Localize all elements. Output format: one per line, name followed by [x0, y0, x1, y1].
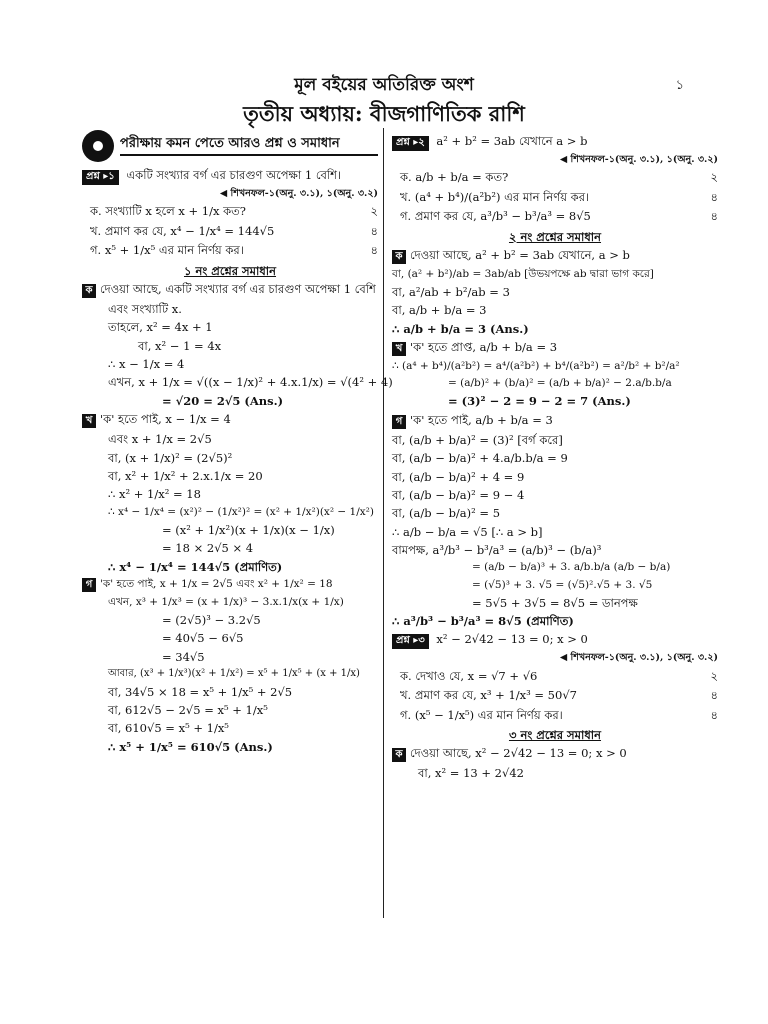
sub-question-text: গ. x⁵ + 1/x⁵ এর মান নির্ণয় কর।	[90, 243, 244, 258]
solution-line: ∴ (a⁴ + b⁴)/(a²b²) = a⁴/(a²b²) + b⁴/(a²b²) = a²/b² + b²/a²	[392, 360, 680, 373]
part-label-box: গ	[82, 578, 96, 592]
solution-line: আবার, (x³ + 1/x³)(x² + 1/x²) = x⁵ + 1/x⁵ + (x + 1/x)	[108, 668, 360, 680]
solution-line: এবং সংখ্যাটি x.	[108, 301, 182, 316]
part-label-box: খ	[392, 342, 406, 356]
learning-outcome-ref: ◀ শিখনফল-১(অনু. ৩.১), ১(অনু. ৩.২)	[219, 187, 378, 199]
solution-line: ∴ x² + 1/x² = 18	[108, 487, 201, 502]
sub-question-text: খ. প্রমাণ কর যে, x⁴ − 1/x⁴ = 144√5	[90, 223, 275, 238]
solution-answer: ∴ a/b + b/a = 3 (Ans.)	[392, 321, 529, 336]
chapter-title: তৃতীয় অধ্যায়: বীজগাণিতিক রাশি	[243, 101, 525, 126]
question-tag: প্রশ্ন ▸২	[392, 136, 429, 151]
part-label-box: ক	[82, 284, 96, 298]
sub-question	[90, 224, 378, 238]
sub-question-text: ক. a/b + b/a = কত?	[400, 170, 509, 185]
marks: ৪	[370, 243, 378, 258]
sub-question-text: ক. দেখাও যে, x = √7 + √6	[400, 668, 538, 683]
solution-line: বা, x² + 1/x² + 2.x.1/x = 20	[108, 468, 263, 483]
marks: ৪	[710, 209, 718, 224]
solution-line: বা, 612√5 − 2√5 = x⁵ + 1/x⁵	[108, 703, 268, 717]
solution-title: ১ নং প্রশ্নের সমাধান	[183, 263, 277, 278]
question-tag: প্রশ্ন ▸১	[82, 170, 119, 185]
solution-line: = (a/b − b/a)³ + 3. a/b.b/a (a/b − b/a)	[472, 561, 671, 574]
solution-line: ∴ x⁴ − 1/x⁴ = (x²)² − (1/x²)² = (x² + 1/x²)(x² − 1/x²)	[108, 505, 374, 518]
question-statement: x² − 2√42 − 13 = 0; x > 0	[436, 632, 588, 647]
solution-line: = (a/b)² + (b/a)² = (a/b + b/a)² − 2.a/b.b/a	[448, 377, 672, 390]
part-label-box: গ	[392, 415, 406, 429]
solution-line: গ 'ক' হতে পাই, a/b + b/a = 3	[392, 413, 718, 429]
solution-line: বা, (a² + b²)/ab = 3ab/ab [উভয়পক্ষে ab দ্বারা ভাগ করে]	[392, 267, 654, 280]
sub-question-text: খ. (a⁴ + b⁴)/(a²b²) এর মান নির্ণয় কর।	[400, 189, 590, 204]
marks: ৪	[710, 189, 718, 204]
solution-line: খ 'ক' হতে প্রাপ্ত, a/b + b/a = 3	[392, 340, 718, 356]
solution-line: = 34√5	[162, 649, 205, 664]
solution-line: = 18 × 2√5 × 4	[162, 541, 254, 556]
solution-line: = (√5)³ + 3. √5 = (√5)².√5 + 3. √5	[472, 578, 653, 591]
part-label-box: খ	[82, 414, 96, 428]
sub-question	[90, 243, 378, 257]
banner-title: পরীক্ষায় কমন পেতে আরও প্রশ্ন ও সমাধান	[120, 136, 378, 156]
solution-line: গ 'ক' হতে পাই, x + 1/x = 2√5 এবং x² + 1/x² = 18	[82, 578, 378, 592]
sub-question-text: খ. প্রমাণ কর যে, x³ + 1/x³ = 50√7	[400, 688, 577, 703]
sub-question	[400, 209, 718, 223]
marks: ৪	[710, 707, 718, 722]
solution-line: বা, (a/b − b/a)² + 4 = 9	[392, 469, 525, 484]
page-number: ১	[675, 78, 684, 93]
solution-line: = 5√5 + 3√5 = 8√5 = ডানপক্ষ	[472, 595, 638, 610]
solution-line: = 40√5 − 6√5	[162, 631, 244, 646]
solution-answer: = (3)² − 2 = 9 − 2 = 7 (Ans.)	[448, 394, 631, 409]
solution-line: বা, (a/b + b/a)² = (3)² [বর্গ করে]	[392, 432, 563, 447]
solution-line: বা, (a/b − b/a)² = 5	[392, 506, 501, 521]
sub-question-text: গ. প্রমাণ কর যে, a³/b³ − b³/a³ = 8√5	[400, 209, 591, 224]
right-column	[392, 130, 718, 785]
solution-answer: ∴ a³/b³ − b³/a³ = 8√5 (প্রমাণিত)	[392, 614, 574, 628]
learning-outcome-ref: ◀ শিখনফল-১(অনু. ৩.১), ১(অনু. ৩.২)	[559, 153, 718, 165]
sub-question	[90, 204, 378, 218]
solution-line: বা, a/b + b/a = 3	[392, 303, 487, 318]
learning-outcome-ref: ◀ শিখনফল-১(অনু. ৩.১), ১(অনু. ৩.২)	[559, 651, 718, 663]
part-label-box: ক	[392, 748, 406, 762]
solution-line: ∴ a/b − b/a = √5 [∴ a > b]	[392, 524, 543, 539]
solution-line: তাহলে, x² = 4x + 1	[108, 320, 213, 335]
solution-line: বা, x² − 1 = 4x	[138, 338, 222, 353]
solution-line: ক দেওয়া আছে, একটি সংখ্যার বর্গ এর চারগুণ অপেক্ষা 1 বেশি	[82, 282, 378, 298]
question-statement: একটি সংখ্যার বর্গ এর চারগুণ অপেক্ষা 1 বেশি।	[126, 168, 342, 182]
sub-question	[400, 688, 718, 702]
marks: ২	[710, 170, 718, 185]
question-statement: a² + b² = 3ab যেখানে a > b	[436, 134, 588, 148]
section-banner	[82, 130, 378, 162]
question-3	[392, 632, 718, 649]
question-tag: প্রশ্ন ▸৩	[392, 634, 429, 649]
question-2	[392, 134, 718, 151]
question-1	[82, 168, 378, 185]
solution-title: ২ নং প্রশ্নের সমাধান	[508, 229, 602, 244]
solution-line: বা, x² = 13 + 2√42	[418, 766, 524, 781]
solution-answer: ∴ x⁴ − 1/x⁴ = 144√5 (প্রমাণিত)	[108, 559, 283, 574]
solution-line: এখন, x + 1/x = √((x − 1/x)² + 4.x.1/x) = √(4² + 4)	[108, 375, 393, 390]
solution-answer: = √20 = 2√5 (Ans.)	[162, 393, 284, 408]
left-column	[82, 130, 393, 758]
solution-line: বা, a²/ab + b²/ab = 3	[392, 285, 510, 299]
marks: ২	[710, 668, 718, 683]
solution-line: বা, (a/b − b/a)² = 9 − 4	[392, 487, 525, 502]
solution-line: ক দেওয়া আছে, a² + b² = 3ab যেখানে, a > b	[392, 248, 718, 264]
solution-answer: ∴ x⁵ + 1/x⁵ = 610√5 (Ans.)	[108, 739, 273, 754]
solution-line: বা, (x + 1/x)² = (2√5)²	[108, 450, 233, 465]
marks: ৪	[710, 688, 718, 703]
column-divider	[383, 128, 384, 918]
solution-line: এবং x + 1/x = 2√5	[108, 432, 212, 447]
sub-question	[400, 170, 718, 184]
solution-line: বা, 610√5 = x⁵ + 1/x⁵	[108, 721, 229, 736]
sub-question-text: ক. সংখ্যাটি x হলে x + 1/x কত?	[90, 204, 246, 219]
marks: ৪	[370, 223, 378, 238]
sub-question	[400, 190, 718, 204]
solution-line: বা, (a/b − b/a)² + 4.a/b.b/a = 9	[392, 451, 568, 466]
book-section-header: মূল বইয়ের অতিরিক্ত অংশ	[294, 75, 474, 95]
solution-line: বামপক্ষ, a³/b³ − b³/a³ = (a/b)³ − (b/a)³	[392, 543, 602, 557]
marks: ২	[370, 204, 378, 219]
solution-line: বা, 34√5 × 18 = x⁵ + 1/x⁵ + 2√5	[108, 684, 293, 699]
sub-question-text: গ. (x⁵ − 1/x⁵) এর মান নির্ণয় কর।	[400, 707, 563, 722]
solution-line: ∴ x − 1/x = 4	[108, 357, 185, 371]
sub-question	[400, 708, 718, 722]
solution-title: ৩ নং প্রশ্নের সমাধান	[508, 727, 602, 742]
solution-line: ক দেওয়া আছে, x² − 2√42 − 13 = 0; x > 0	[392, 746, 718, 762]
sub-question	[400, 669, 718, 683]
solution-line: এখন, x³ + 1/x³ = (x + 1/x)³ − 3.x.1/x(x + 1/x)	[108, 595, 344, 608]
solution-line: = (x² + 1/x²)(x + 1/x)(x − 1/x)	[162, 522, 335, 537]
solution-line: খ 'ক' হতে পাই, x − 1/x = 4	[82, 412, 378, 428]
book-logo-icon	[82, 130, 114, 162]
solution-line: = (2√5)³ − 3.2√5	[162, 613, 261, 627]
part-label-box: ক	[392, 250, 406, 264]
